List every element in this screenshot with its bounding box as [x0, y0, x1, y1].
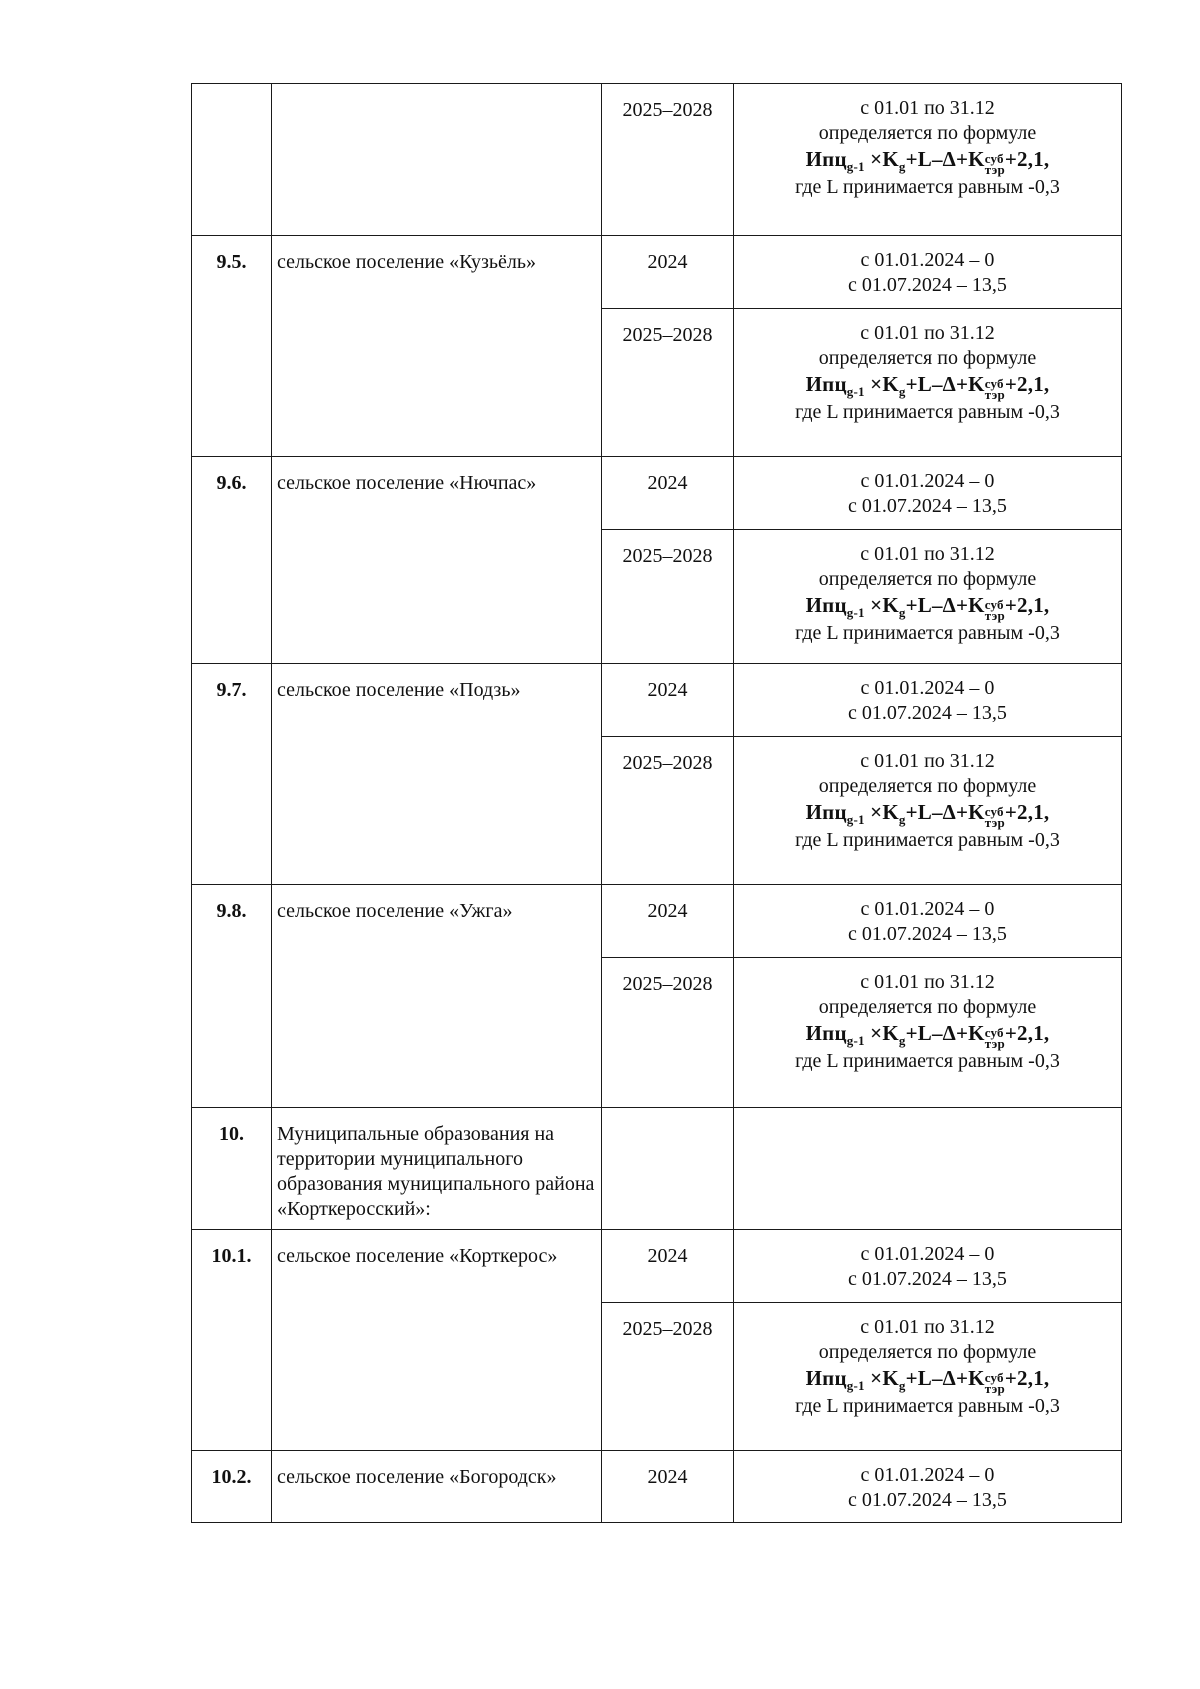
- formula-k2-indices: [985, 599, 1005, 621]
- formula-base: Ипц: [805, 372, 847, 396]
- table-row: [192, 1451, 1122, 1523]
- item-number-cell: [192, 84, 272, 236]
- period-cell: [602, 530, 734, 664]
- formula-tail: +2,1,: [1004, 147, 1050, 171]
- formula-k-subscript: g: [898, 1033, 906, 1049]
- settlement-name-cell: [272, 457, 602, 664]
- formula-times: ×: [870, 593, 883, 617]
- formula-k2-subscript: тэр: [984, 387, 1005, 402]
- value-cell: [734, 664, 1122, 737]
- value-cell: [734, 737, 1122, 885]
- formula-k2-indices: [985, 153, 1005, 175]
- value-line-2: определяется по формуле: [818, 1341, 1037, 1363]
- value-line-2: определяется по формуле: [818, 347, 1037, 369]
- value-line-1: с 01.01 по 31.12: [860, 97, 995, 119]
- formula-tail: +2,1,: [1004, 372, 1050, 396]
- item-number: 9.8.: [216, 900, 247, 922]
- formula-note: где L принимается равным -0,3: [795, 1395, 1060, 1417]
- table-row: [192, 1230, 1122, 1303]
- period-cell: [602, 664, 734, 737]
- formula-line: [734, 146, 1121, 175]
- settlement-name: Муниципальные образования на территории муниципального образования муниципального района «Корткеросский»:: [277, 1123, 595, 1220]
- period-cell: [602, 1303, 734, 1451]
- period-years: 2025–2028: [622, 324, 713, 346]
- formula-k: K: [882, 800, 899, 824]
- item-number: 10.1.: [211, 1245, 252, 1267]
- item-number-cell: [192, 1108, 272, 1230]
- formula-k2-superscript: суб: [984, 1370, 1004, 1385]
- formula-line: [734, 371, 1121, 400]
- table-row: [192, 885, 1122, 958]
- formula-k2-subscript: тэр: [984, 162, 1005, 177]
- formula-k2-superscript: суб: [984, 376, 1004, 391]
- value-line-2: с 01.07.2024 – 13,5: [848, 274, 1007, 296]
- value-cell: [734, 457, 1122, 530]
- period-cell: [602, 1451, 734, 1523]
- formula-k2-indices: [985, 806, 1005, 828]
- settlement-name-cell: [272, 1451, 602, 1523]
- value-line-2: определяется по формуле: [818, 996, 1037, 1018]
- period-cell: [602, 309, 734, 457]
- formula-tail: +2,1,: [1004, 1021, 1050, 1045]
- formula-base: Ипц: [805, 593, 847, 617]
- period-years: 2024: [647, 472, 688, 494]
- value-line-1: с 01.01.2024 – 0: [860, 1464, 995, 1486]
- value-line-2: с 01.07.2024 – 13,5: [848, 1489, 1007, 1511]
- formula-k2-indices: [985, 378, 1005, 400]
- period-years: 2025–2028: [622, 1318, 713, 1340]
- formula-times: ×: [870, 1021, 883, 1045]
- item-number-cell: [192, 664, 272, 885]
- period-cell: [602, 885, 734, 958]
- period-years: 2025–2028: [622, 752, 713, 774]
- formula-rest: +L–Δ+K: [905, 593, 985, 617]
- value-cell: [734, 236, 1122, 309]
- period-years: 2025–2028: [622, 99, 713, 121]
- value-line-1: с 01.01.2024 – 0: [860, 677, 995, 699]
- table-row: [192, 457, 1122, 530]
- formula-tail: +2,1,: [1004, 1366, 1050, 1390]
- formula-base: Ипц: [805, 1366, 847, 1390]
- formula-line: [734, 799, 1121, 828]
- formula-rest: +L–Δ+K: [905, 372, 985, 396]
- item-number-cell: [192, 457, 272, 664]
- tariff-table: [191, 83, 1122, 1523]
- formula-base-subscript: g-1: [846, 1033, 865, 1049]
- formula-k-subscript: g: [898, 812, 906, 828]
- period-years: 2025–2028: [622, 545, 713, 567]
- item-number-cell: [192, 885, 272, 1108]
- formula-k: K: [882, 1021, 899, 1045]
- value-line-1: с 01.01.2024 – 0: [860, 470, 995, 492]
- item-number: 10.2.: [211, 1466, 252, 1488]
- formula-note: где L принимается равным -0,3: [795, 829, 1060, 851]
- formula-tail: +2,1,: [1004, 593, 1050, 617]
- value-line-1: с 01.01 по 31.12: [860, 971, 995, 993]
- value-line-2: определяется по формуле: [818, 122, 1037, 144]
- formula-k2-subscript: тэр: [984, 1036, 1005, 1051]
- value-cell: [734, 1230, 1122, 1303]
- table-row: [192, 1108, 1122, 1230]
- value-line-1: с 01.01.2024 – 0: [860, 1243, 995, 1265]
- value-line-1: с 01.01 по 31.12: [860, 1316, 995, 1338]
- value-line-2: с 01.07.2024 – 13,5: [848, 1268, 1007, 1290]
- formula-note: где L принимается равным -0,3: [795, 401, 1060, 423]
- formula-base: Ипц: [805, 147, 847, 171]
- value-cell: [734, 1303, 1122, 1451]
- formula-k2-superscript: суб: [984, 804, 1004, 819]
- formula-times: ×: [870, 147, 883, 171]
- period-years: 2024: [647, 679, 688, 701]
- table-row: [192, 236, 1122, 309]
- period-cell: [602, 958, 734, 1108]
- value-cell: [734, 84, 1122, 236]
- value-cell: [734, 309, 1122, 457]
- formula-k: K: [882, 372, 899, 396]
- formula-note: где L принимается равным -0,3: [795, 1050, 1060, 1072]
- period-cell: [602, 84, 734, 236]
- formula-base-subscript: g-1: [846, 812, 865, 828]
- formula-rest: +L–Δ+K: [905, 800, 985, 824]
- formula-times: ×: [870, 800, 883, 824]
- formula-base-subscript: g-1: [846, 159, 865, 175]
- settlement-name: сельское поселение «Богородск»: [277, 1466, 557, 1488]
- formula-k-subscript: g: [898, 159, 906, 175]
- tariff-formula: [806, 1365, 1050, 1394]
- formula-rest: +L–Δ+K: [905, 1366, 985, 1390]
- formula-k2-superscript: суб: [984, 151, 1004, 166]
- formula-tail: +2,1,: [1004, 800, 1050, 824]
- formula-line: [734, 1020, 1121, 1049]
- settlement-name: сельское поселение «Нючпас»: [277, 472, 537, 494]
- formula-base-subscript: g-1: [846, 1378, 865, 1394]
- value-line-2: определяется по формуле: [818, 568, 1037, 590]
- formula-k2-subscript: тэр: [984, 815, 1005, 830]
- formula-k: K: [882, 147, 899, 171]
- period-cell: [602, 737, 734, 885]
- period-cell: [602, 457, 734, 530]
- formula-line: [734, 592, 1121, 621]
- formula-k2-subscript: тэр: [984, 608, 1005, 623]
- formula-note: где L принимается равным -0,3: [795, 176, 1060, 198]
- value-cell: [734, 885, 1122, 958]
- formula-k-subscript: g: [898, 1378, 906, 1394]
- tariff-formula: [806, 146, 1050, 175]
- settlement-name-cell: [272, 664, 602, 885]
- value-line-2: определяется по формуле: [818, 775, 1037, 797]
- value-line-2: с 01.07.2024 – 13,5: [848, 495, 1007, 517]
- tariff-formula: [806, 592, 1050, 621]
- table-row: [192, 664, 1122, 737]
- value-line-1: с 01.01.2024 – 0: [860, 898, 995, 920]
- value-cell: [734, 958, 1122, 1108]
- settlement-name: сельское поселение «Корткерос»: [277, 1245, 558, 1267]
- formula-note: где L принимается равным -0,3: [795, 622, 1060, 644]
- period-years: 2025–2028: [622, 973, 713, 995]
- settlement-name-cell: [272, 1108, 602, 1230]
- formula-rest: +L–Δ+K: [905, 1021, 985, 1045]
- item-number-cell: [192, 1230, 272, 1451]
- value-cell: [734, 530, 1122, 664]
- settlement-name-cell: [272, 885, 602, 1108]
- period-cell: [602, 1108, 734, 1230]
- formula-k-subscript: g: [898, 384, 906, 400]
- value-line-2: с 01.07.2024 – 13,5: [848, 702, 1007, 724]
- value-line-1: с 01.01 по 31.12: [860, 750, 995, 772]
- settlement-name: сельское поселение «Кузьёль»: [277, 251, 536, 273]
- settlement-name: сельское поселение «Подзь»: [277, 679, 521, 701]
- period-years: 2024: [647, 900, 688, 922]
- formula-k: K: [882, 1366, 899, 1390]
- formula-k: K: [882, 593, 899, 617]
- value-line-1: с 01.01 по 31.12: [860, 322, 995, 344]
- formula-rest: +L–Δ+K: [905, 147, 985, 171]
- item-number: 9.7.: [216, 679, 247, 701]
- tariff-formula: [806, 799, 1050, 828]
- formula-base: Ипц: [805, 1021, 847, 1045]
- period-cell: [602, 1230, 734, 1303]
- value-cell: [734, 1451, 1122, 1523]
- period-cell: [602, 236, 734, 309]
- value-line-2: с 01.07.2024 – 13,5: [848, 923, 1007, 945]
- value-line-1: с 01.01 по 31.12: [860, 543, 995, 565]
- item-number: 9.5.: [216, 251, 247, 273]
- formula-k2-superscript: суб: [984, 597, 1004, 612]
- item-number: 10.: [219, 1123, 244, 1145]
- period-years: 2024: [647, 1245, 688, 1267]
- table-row: [192, 84, 1122, 236]
- formula-k2-superscript: суб: [984, 1025, 1004, 1040]
- item-number: 9.6.: [216, 472, 247, 494]
- formula-line: [734, 1365, 1121, 1394]
- formula-base-subscript: g-1: [846, 605, 865, 621]
- period-years: 2024: [647, 1466, 688, 1488]
- formula-base-subscript: g-1: [846, 384, 865, 400]
- settlement-name-cell: [272, 1230, 602, 1451]
- value-cell: [734, 1108, 1122, 1230]
- formula-k2-subscript: тэр: [984, 1381, 1005, 1396]
- item-number-cell: [192, 236, 272, 457]
- item-number-cell: [192, 1451, 272, 1523]
- formula-k2-indices: [985, 1027, 1005, 1049]
- formula-base: Ипц: [805, 800, 847, 824]
- formula-times: ×: [870, 1366, 883, 1390]
- formula-k-subscript: g: [898, 605, 906, 621]
- value-line-1: с 01.01.2024 – 0: [860, 249, 995, 271]
- tariff-formula: [806, 1020, 1050, 1049]
- period-years: 2024: [647, 251, 688, 273]
- settlement-name: сельское поселение «Ужга»: [277, 900, 513, 922]
- settlement-name-cell: [272, 84, 602, 236]
- tariff-formula: [806, 371, 1050, 400]
- formula-k2-indices: [985, 1372, 1005, 1394]
- settlement-name-cell: [272, 236, 602, 457]
- formula-times: ×: [870, 372, 883, 396]
